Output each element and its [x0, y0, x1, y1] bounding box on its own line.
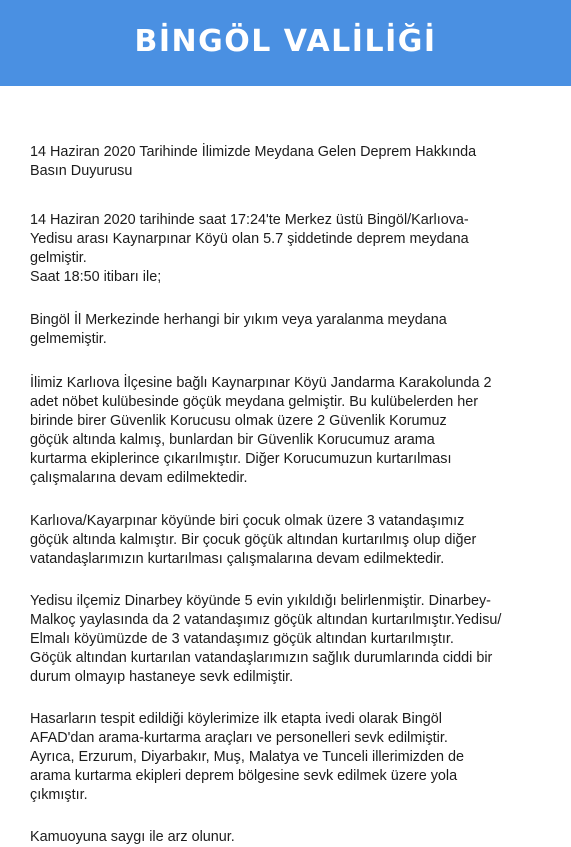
- text-line: Göçük altından kurtarılan vatandaşlarımızın sağlık durumlarında ciddi bir: [30, 650, 493, 666]
- text-line: gelmemiştir.: [30, 331, 107, 347]
- text-line: Ayrıca, Erzurum, Diyarbakır, Muş, Malatya ve Tunceli illerimizden de: [30, 749, 465, 765]
- paragraph-kayarpinar: [30, 512, 560, 569]
- text-line: çıkmıştır.: [30, 787, 88, 803]
- text-line: Elmalı köyümüzde de 3 vatandaşımız göçük altından kurtarılmıştır.: [30, 631, 454, 647]
- text-line: Bingöl İl Merkezinde herhangi bir yıkım veya yaralanma meydana: [30, 312, 447, 328]
- text-line: göçük altında kalmıştır. Bir çocuk göçük altından kurtarılmış olup diğer: [30, 532, 477, 548]
- paragraph-yedisu: [30, 592, 560, 687]
- text-line: Malkoç yaylasında da 2 vatandaşımız göçük altından kurtarılmıştır.Yedisu/: [30, 612, 502, 628]
- text-line: AFAD'dan arama-kurtarma araçları ve personelleri sevk edilmiştir.: [30, 730, 448, 746]
- page-title: BİNGÖL VALİLİĞİ: [134, 23, 437, 59]
- text-line: Karlıova/Kayarpınar köyünde biri çocuk olmak üzere 3 vatandaşımız: [30, 513, 465, 529]
- text-line: göçük altında kalmış, bunlardan bir Güvenlik Korucumuz arama: [30, 432, 435, 448]
- text-line: 14 Haziran 2020 tarihinde saat 17:24'te Merkez üstü Bingöl/Karlıova-: [30, 212, 469, 228]
- text-line: 14 Haziran 2020 Tarihinde İlimizde Meydana Gelen Deprem Hakkında: [30, 144, 477, 160]
- text-line: Saat 18:50 itibarı ile;: [30, 269, 162, 285]
- paragraph-afad: [30, 710, 560, 805]
- press-release-body: [30, 143, 560, 847]
- text-line: birinde birer Güvenlik Korucusu olmak üzere 2 Güvenlik Korumuz: [30, 413, 447, 429]
- paragraph-city-center: [30, 311, 560, 349]
- text-line: çalışmalarına devam edilmektedir.: [30, 470, 248, 486]
- text-line: vatandaşlarımızın kurtarılması çalışmalarına devam edilmektedir.: [30, 551, 445, 567]
- paragraph-karliova: [30, 374, 560, 488]
- text-line: kurtarma ekiplerince çıkarılmıştır. Diğer Korucumuzun kurtarılması: [30, 451, 452, 467]
- header-bar: [0, 0, 571, 86]
- text-line: gelmiştir.: [30, 250, 87, 266]
- text-line: adet nöbet kulübesinde göçük meydana gelmiştir. Bu kulübelerden her: [30, 394, 478, 410]
- text-line: Basın Duyurusu: [30, 163, 133, 179]
- text-line: Yedisu ilçemiz Dinarbey köyünde 5 evin yıkıldığı belirlenmiştir. Dinarbey-: [30, 593, 491, 609]
- text-line: Yedisu arası Kaynarpınar Köyü olan 5.7 şiddetinde deprem meydana: [30, 231, 469, 247]
- text-line: Hasarların tespit edildiği köylerimize ilk etapta ivedi olarak Bingöl: [30, 711, 442, 727]
- text-line: durum olmayıp hastaneye sevk edilmiştir.: [30, 669, 294, 685]
- text-line: İlimiz Karlıova İlçesine bağlı Kaynarpınar Köyü Jandarma Karakolunda 2: [30, 375, 492, 391]
- paragraph-earthquake-info: [30, 211, 560, 287]
- text-line: arama kurtarma ekipleri deprem bölgesine sevk edilmek üzere yola: [30, 768, 458, 784]
- release-heading: [30, 143, 560, 181]
- text-line: Kamuoyuna saygı ile arz olunur.: [30, 829, 235, 845]
- closing-line: [30, 828, 560, 847]
